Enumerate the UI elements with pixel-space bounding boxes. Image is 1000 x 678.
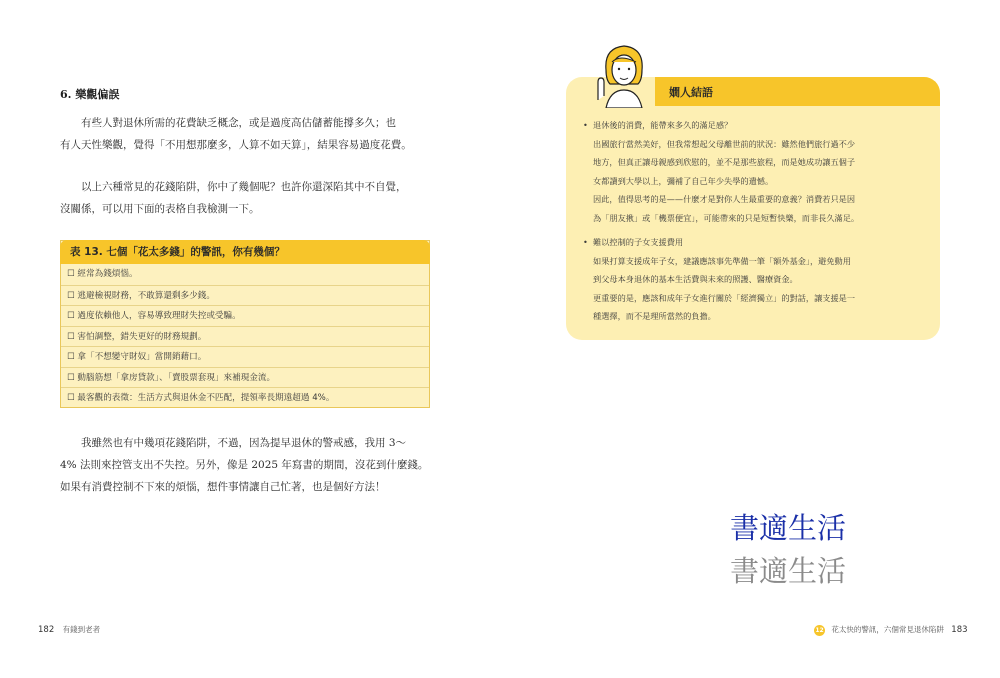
conclusion-box-body	[583, 116, 928, 326]
bullet-1-line: 因此，值得思考的是——什麼才是對你人生最重要的意義？消費若只是因	[593, 194, 856, 204]
table-row: ☐ 害怕調整，錯失更好的財務規劃。	[61, 326, 429, 347]
right-page-number: 183	[951, 625, 968, 635]
watermark-blue: 書適生活	[730, 511, 847, 545]
paragraph-2-line-2: 沒關係，可以用下面的表格自我檢測一下。	[60, 203, 260, 215]
table-row: ☐ 最客觀的表徵：生活方式與退休金不匹配，提領率長期遠超過 4%。	[61, 387, 429, 408]
paragraph-3	[60, 432, 432, 498]
bullet-2-line: 到父母本身退休的基本生活費與未來的照護、醫療資金。	[593, 274, 798, 284]
chapter-badge: 12	[815, 626, 824, 634]
paragraph-1	[60, 112, 432, 156]
paragraph-3-line-3: 如果有消費控制不下來的煩惱，想件事情讓自己忙著，也是個好方法！	[60, 481, 386, 493]
paragraph-2-line-1: 以上六種常見的花錢陷阱，你中了幾個呢？也許你還深陷其中不自覺，	[81, 181, 407, 193]
bullet-2-line: 種選擇，而不是理所當然的負擔。	[593, 311, 716, 321]
bullet-2-line: 如果打算支援成年子女，建議應該事先準備一筆「額外基金」，避免動用	[593, 255, 851, 266]
left-footer	[38, 624, 100, 635]
conclusion-box-title: 嫺人結語	[669, 86, 713, 99]
paragraph-1-line-2: 有人天性樂觀，覺得「不用想那麼多，人算不如天算」，結果容易過度花費。	[60, 139, 412, 151]
table-row: ☐ 逃避檢視財務，不敢算還剩多少錢。	[61, 285, 429, 306]
right-running-head: 花太快的警訊，六個常見退休陷阱	[831, 625, 944, 634]
watermark-gray: 書適生活	[730, 554, 847, 588]
bullet-1-line: 出國旅行當然美好，但我常想起父母離世前的狀況：雖然他們旅行過不少	[593, 138, 856, 149]
table-row: ☐ 拿「不想變守財奴」當開銷藉口。	[61, 346, 429, 367]
author-illustration-icon	[592, 40, 656, 108]
table-row: ☐ 動腦筋想「拿房貸款」、「賣股票套現」來補現金流。	[61, 367, 429, 388]
paragraph-3-line-2: 4% 法則來控管支出不失控。另外，像是 2025 年寫書的期間，沒花到什麼錢。	[60, 459, 429, 471]
bullet-1-line: 地方，但真正讓母親感到欣慰的，並不是那些旅程，而是她成功讓五個子	[593, 157, 856, 167]
right-footer	[814, 624, 968, 636]
section-title: 6. 樂觀偏誤	[60, 88, 120, 101]
bullet-heading-2: • 難以控制的子女支援費用	[583, 233, 928, 252]
table-row: ☐ 過度依賴他人，容易導致理財失控或受騙。	[61, 305, 429, 326]
paragraph-2	[60, 176, 432, 220]
table-row: ☐ 經常為錢煩惱。	[67, 269, 138, 279]
bullet-1-line: 女都讀到大學以上，彌補了自己年少失學的遺憾。	[593, 175, 774, 186]
left-page-number: 182	[38, 625, 55, 635]
paragraph-1-line-1: 有些人對退休所需的花費缺乏概念，或是過度高估儲蓄能撐多久；也	[81, 117, 396, 129]
table-title: 表 13. 七個「花太多錢」的警訊，你有幾個？	[60, 240, 430, 264]
bullet-2-line: 更重要的是，應該和成年子女進行關於「經濟獨立」的對話，讓支援是一	[593, 292, 856, 303]
paragraph-3-line-1: 我雖然也有中幾項花錢陷阱，不過，因為提早退休的警戒感，我用 3～	[81, 437, 407, 449]
bullet-1-line: 為「朋友揪」或「機票便宜」，可能帶來的只是短暫快樂，而非長久滿足。	[593, 212, 860, 223]
bullet-heading-1: • 退休後的消費，能帶來多久的滿足感？	[583, 116, 928, 135]
checklist-table	[60, 240, 430, 408]
left-running-head: 有錢到老者	[62, 625, 101, 634]
